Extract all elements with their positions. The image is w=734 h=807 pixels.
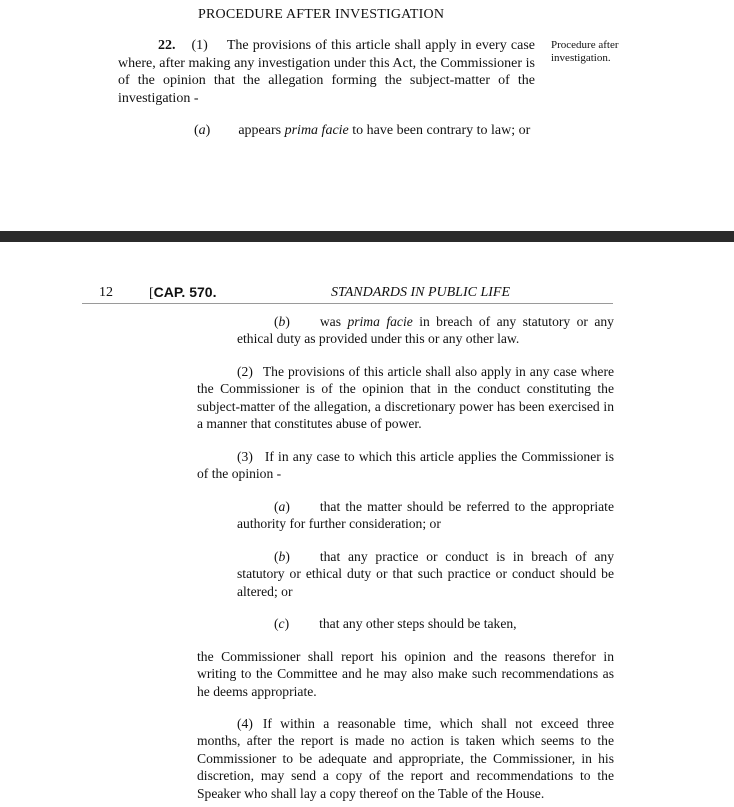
s3b-text: that any practice or conduct is in breach of any statutory or ethical duty or that such practice or conduct should be altered; or [237, 549, 614, 599]
sub4-text: If within a reasonable time, which shall not exceed three months, after the report is made no action is taken which seems to the Commissioner to be adequate and appropriate, the Commissioner, in his discretion, may send a copy of the report and recommendations to the Speaker who shall lay a copy thereof on the Table of the House. [197, 716, 614, 801]
para-b-italic: prima facie [347, 314, 413, 329]
header-rule [82, 303, 613, 304]
sub3-label: (3) [237, 449, 253, 464]
sub2-label: (2) [237, 364, 253, 379]
subarticle-3-paragraph-a [237, 498, 614, 533]
margin-note: Procedure after investigation. [551, 39, 619, 64]
section-heading: PROCEDURE AFTER INVESTIGATION [198, 7, 445, 22]
cap-bracket: [ [149, 286, 154, 301]
paragraph-b [237, 313, 614, 348]
paragraph-a [159, 122, 535, 140]
s3c-text: that any other steps should be taken, [319, 616, 517, 631]
sub3-text: If in any case to which this article applies the Commissioner is of the opinion - [197, 449, 614, 482]
closing-paragraph: the Commissioner shall report his opinion and the reasons therefor in writing to the Committee and he may also make such recommendations as he deems appropriate. [197, 649, 614, 699]
s3a-label: (a) [274, 499, 290, 514]
para-a-italic: prima facie [284, 123, 349, 138]
running-title: STANDARDS IN PUBLIC LIFE [331, 285, 511, 300]
para-a-pre: appears [238, 123, 282, 138]
sub1-text: The provisions of this article shall apply in every case where, after making any investigation under this Act, the Commissioner is of the opinion that the allegation forming the subject-matter of the investigation - [118, 38, 535, 106]
subarticle-1 [118, 37, 535, 107]
s3b-label: (b) [274, 549, 290, 564]
subarticle-2 [197, 363, 614, 433]
subarticle-4 [197, 715, 614, 802]
page-divider [0, 231, 734, 242]
para-b-post: in breach of any statutory or any ethical duty as provided under this or any other law. [237, 314, 614, 347]
s3c-label: (c) [274, 616, 290, 631]
chapter-reference [149, 284, 216, 302]
subarticle-3 [197, 448, 614, 483]
subarticle-3-paragraph-b [237, 548, 614, 600]
sub4-label: (4) [237, 716, 253, 731]
cap-number: CAP. 570. [153, 284, 217, 300]
para-b-pre: was [319, 314, 342, 329]
para-a-label: (a) [194, 123, 211, 138]
para-a-post: to have been contrary to law; or [352, 123, 531, 138]
sub1-label: (1) [191, 38, 208, 53]
sub2-text: The provisions of this article shall also apply in any case where the Commissioner is of the opinion that in the conduct constituting the subject-matter of the allegation, a discretionary power has been exercised in a manner that constitutes abuse of power. [197, 364, 614, 432]
para-b-label: (b) [274, 314, 290, 329]
s3a-text: that the matter should be referred to the appropriate authority for further consideration; or [237, 499, 614, 532]
subarticle-3-paragraph-c [237, 615, 614, 632]
page-number: 12 [99, 285, 113, 300]
article-number: 22. [158, 38, 176, 53]
